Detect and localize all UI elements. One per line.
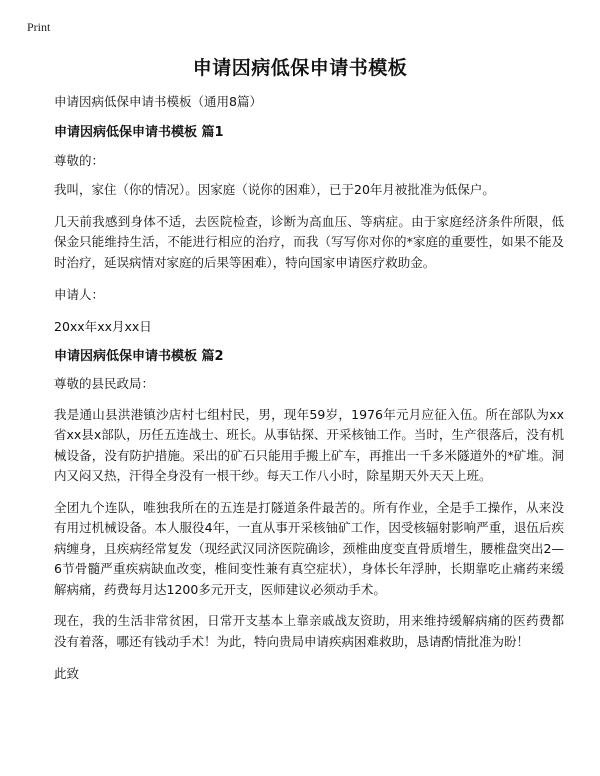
paragraph: 几天前我感到身体不适，去医院检查，诊断为高血压、等病症。由于家庭经济条件所限，低保金只能维持生活，不能进行相应的治疗，而我（写写你对你的*家庭的重要性，如果不能及时治疗，延误病情对家庭的后果等困难），特向国家申请医疗救助金。 <box>54 213 564 270</box>
date: 20xx年xx月xx日 <box>54 318 152 334</box>
greeting: 尊敬的： <box>54 152 105 168</box>
applicant-label: 申请人： <box>54 287 105 302</box>
paragraph: 现在，我的生活非常贫困，日常开支基本上靠亲戚战友资助，用来维持缓解病痛的医药费都没有着落，哪还有钱动手术！为此，特向贵局申请疾病困难救助，恳请酌情批准为盼！ <box>54 613 564 649</box>
document-body <box>54 92 564 685</box>
print-link[interactable]: Print <box>27 20 51 34</box>
closing: 此致 <box>54 666 80 681</box>
section-heading: 申请因病低保申请书模板 篇1 <box>54 124 224 140</box>
paragraph: 全团九个连队，唯独我所在的五连是打隧道条件最苦的。所有作业，全是手工操作，从来没有用过机械设备。本人服役4年，一直从事开采核铀矿工作，因受核辐射影响严重，退伍后疾病缠身，且疾病经常复发（现经武汉同济医院确诊，颈椎曲度变直骨质增生，腰椎盘突出2—6节骨髓严重疾病缺血改变，椎间变性兼有真空症状），身体长年浮肿，长期靠吃止痛药来缓解病痛，药费每月达1200多元开支，医师建议必须动手术。 <box>54 499 564 597</box>
paragraph: 我是通山县洪港镇沙店村七组村民，男，现年59岁，1976年元月应征入伍。所在部队为xx省xx县x部队，历任五连战士、班长。从事钻探、开采核铀工作。当时，生产很落后，没有机械设备，没有防护措施。采出的矿石只能用手搬上矿车，再推出一千多米隧道外的*矿堆。洞内又闷又热，汗得全身没有一根干纱。每天工作八小时，除星期天外天天上班。 <box>54 406 564 483</box>
paragraph: 我叫，家住（你的情况）。因家庭（说你的困难），已于20年月被批准为低保户。 <box>54 182 495 197</box>
section-heading: 申请因病低保申请书模板 篇2 <box>54 349 224 364</box>
greeting: 尊敬的县民政局： <box>54 376 155 391</box>
subtitle: 申请因病低保申请书模板（通用8篇） <box>54 94 262 109</box>
page-title: 申请因病低保申请书模板 <box>192 57 408 79</box>
